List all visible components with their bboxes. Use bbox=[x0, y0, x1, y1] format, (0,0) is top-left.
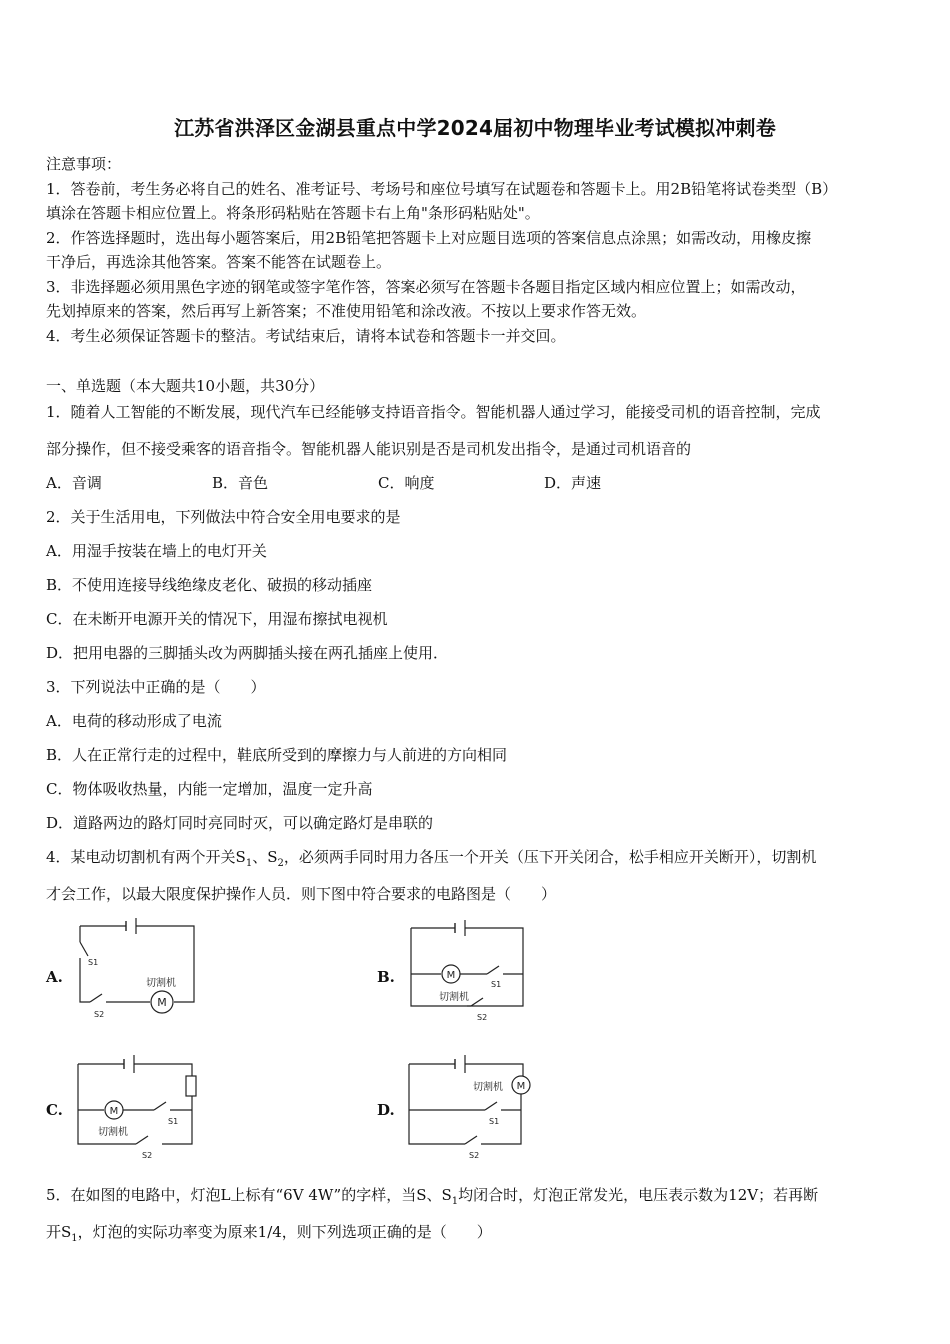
motor-symbol: M bbox=[109, 1106, 119, 1117]
q5-stem-line1: 5．在如图的电路中，灯泡L上标有“6V 4W”的字样，当S、$S_1$均闭合时，灯泡正常发光，电压表示数为12V；若再断 bbox=[46, 1186, 819, 1207]
q4-diagram-a-label: A. bbox=[46, 968, 63, 986]
q1-option-d: D．声速 bbox=[544, 474, 602, 492]
q1-option-a: A．音调 bbox=[46, 474, 102, 492]
motor-label: 切割机 bbox=[146, 978, 176, 989]
switch-s2-label: S2 bbox=[142, 1151, 153, 1160]
q4-stem-line1: 4．某电动切割机有两个开关$S_1$、$S_2$，必须两手同时用力各压一个开关（压下开关闭合，松手相应开关断开），切割机 bbox=[46, 848, 817, 869]
notice-line: 2．作答选择题时，选出每小题答案后，用2B铅笔把答题卡上对应题目选项的答案信息点涂黑；如需改动，用橡皮擦 bbox=[46, 229, 812, 247]
switch-s2-label: S2 bbox=[469, 1151, 480, 1160]
q1-option-c: C．响度 bbox=[378, 474, 435, 492]
q4-diagram-c bbox=[74, 1050, 204, 1165]
q5-stem-line2: 开$S_1$，灯泡的实际功率变为原来1/4，则下列选项正确的是（ ） bbox=[46, 1223, 492, 1244]
motor-label: 切割机 bbox=[473, 1082, 503, 1093]
q1-option-b: B．音色 bbox=[212, 474, 269, 492]
notice-line: 干净后，再选涂其他答案。答案不能答在试题卷上。 bbox=[46, 253, 392, 271]
q3-option-a: A．电荷的移动形成了电流 bbox=[46, 712, 222, 730]
q4-diagram-c-label: C. bbox=[46, 1101, 63, 1119]
q4-diagram-b-label: B. bbox=[377, 968, 395, 986]
notice-line: 4．考生必须保证答题卡的整洁。考试结束后，请将本试卷和答题卡一并交回。 bbox=[46, 327, 566, 345]
motor-symbol: M bbox=[446, 970, 456, 981]
q2-option-b: B．不使用连接导线绝缘皮老化、破损的移动插座 bbox=[46, 576, 373, 594]
notice-line: 3．非选择题必须用黑色字迹的钢笔或签字笔作答，答案必须写在答题卡各题目指定区域内相应位置上；如需改动， bbox=[46, 278, 806, 296]
q4-diagram-d-label: D. bbox=[377, 1101, 395, 1119]
q4-stem-line2: 才会工作，以最大限度保护操作人员．则下图中符合要求的电路图是（ ） bbox=[46, 885, 557, 903]
q3-option-d: D．道路两边的路灯同时亮同时灭，可以确定路灯是串联的 bbox=[46, 814, 434, 832]
motor-symbol: M bbox=[516, 1081, 526, 1092]
notice-line: 填涂在答题卡相应位置上。将条形码粘贴在答题卡右上角"条形码粘贴处"。 bbox=[46, 204, 540, 222]
q3-option-c: C．物体吸收热量，内能一定增加，温度一定升高 bbox=[46, 780, 373, 798]
q2-option-a: A．用湿手按装在墙上的电灯开关 bbox=[46, 542, 267, 560]
page-title: 江苏省洪泽区金湖县重点中学2024届初中物理毕业考试模拟冲刺卷 bbox=[174, 116, 776, 140]
motor-label: 切割机 bbox=[439, 992, 469, 1003]
q2-stem: 2．关于生活用电，下列做法中符合安全用电要求的是 bbox=[46, 508, 401, 526]
q2-option-c: C．在未断开电源开关的情况下，用湿布擦拭电视机 bbox=[46, 610, 388, 628]
switch-s1-label: S1 bbox=[489, 1117, 500, 1126]
switch-s1-label: S1 bbox=[168, 1117, 179, 1126]
motor-symbol: M bbox=[157, 996, 167, 1009]
q3-option-b: B．人在正常行走的过程中，鞋底所受到的摩擦力与人前进的方向相同 bbox=[46, 746, 508, 764]
q4-diagram-a bbox=[74, 918, 204, 1028]
switch-s2-label: S2 bbox=[94, 1010, 105, 1019]
switch-s1-label: S1 bbox=[88, 958, 99, 967]
notice-line: 1．答卷前，考生务必将自己的姓名、准考证号、考场号和座位号填写在试题卷和答题卡上。用2B铅笔将试卷类型（B） bbox=[46, 180, 838, 198]
motor-label: 切割机 bbox=[98, 1127, 128, 1138]
section-heading: 一、单选题（本大题共10小题，共30分） bbox=[46, 377, 325, 395]
notice-heading: 注意事项： bbox=[46, 155, 122, 173]
switch-s2-label: S2 bbox=[477, 1013, 488, 1022]
q1-stem-line2: 部分操作，但不接受乘客的语音指令。智能机器人能识别是否是司机发出指令，是通过司机语音的 bbox=[46, 440, 692, 458]
switch-s1-label: S1 bbox=[491, 980, 502, 989]
q1-stem-line1: 1．随着人工智能的不断发展，现代汽车已经能够支持语音指令。智能机器人通过学习，能接受司机的语音控制，完成 bbox=[46, 403, 821, 421]
q4-diagram-d bbox=[405, 1050, 535, 1165]
q3-stem: 3．下列说法中正确的是（ ） bbox=[46, 678, 266, 696]
q2-option-d: D．把用电器的三脚插头改为两脚插头接在两孔插座上使用． bbox=[46, 644, 449, 662]
notice-line: 先划掉原来的答案，然后再写上新答案；不准使用铅笔和涂改液。不按以上要求作答无效。 bbox=[46, 302, 647, 320]
q4-diagram-b bbox=[405, 918, 535, 1028]
